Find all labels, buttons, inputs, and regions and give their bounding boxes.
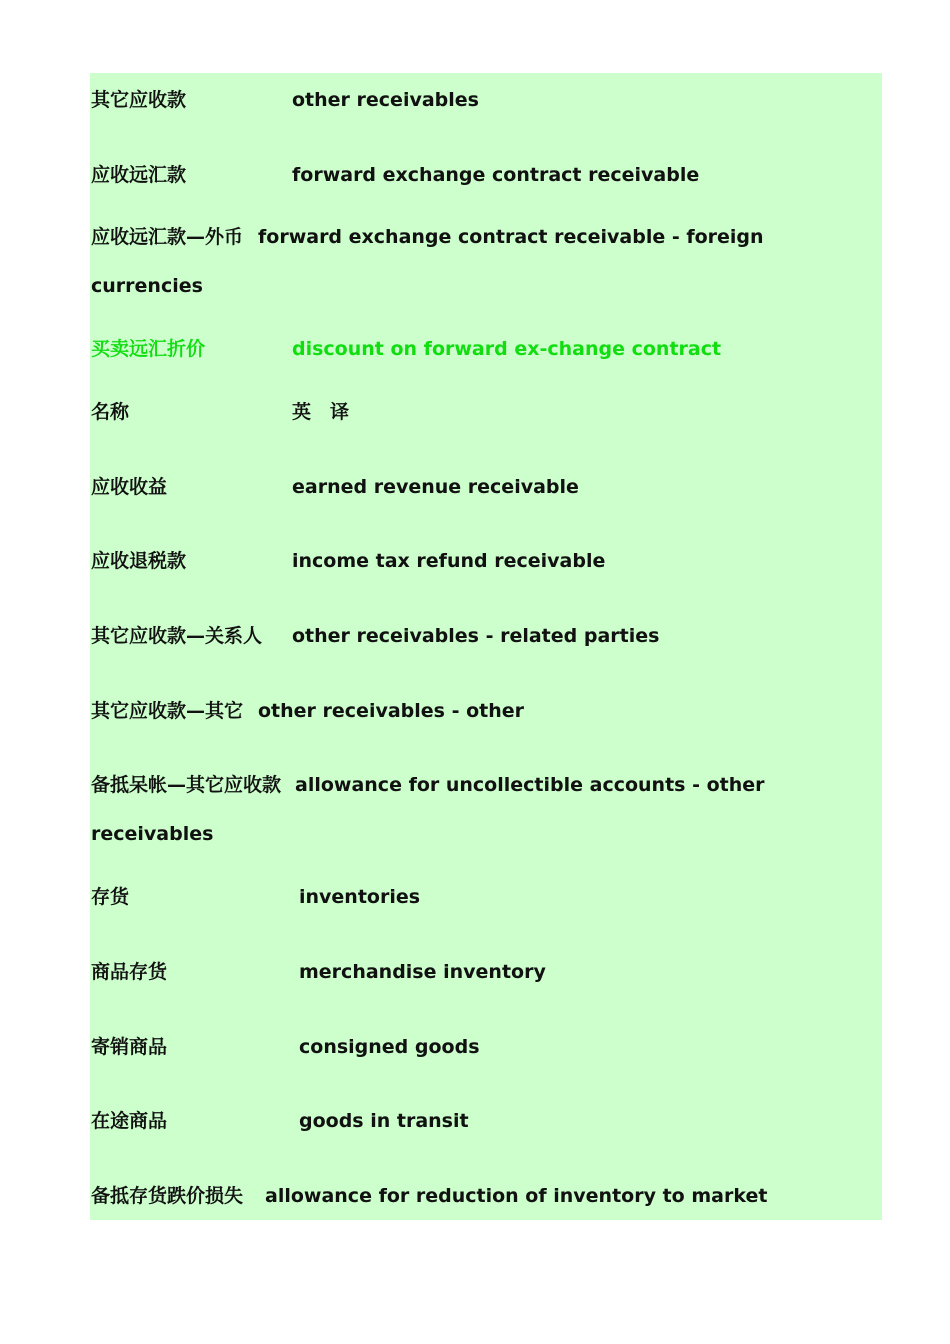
chinese-term: 应收收益: [91, 476, 168, 498]
chinese-term: 其它应收款—其它: [91, 700, 244, 722]
english-term: consigned goods: [299, 1036, 480, 1058]
chinese-term: 应收远汇款: [91, 164, 187, 186]
chinese-term: 商品存货: [91, 961, 168, 983]
chinese-term: 买卖远汇折价: [91, 338, 206, 360]
chinese-term: 寄销商品: [91, 1036, 168, 1058]
english-term: earned revenue receivable: [292, 476, 579, 498]
chinese-term: 备抵呆帐—其它应收款: [91, 774, 282, 796]
english-term: allowance for uncollectible accounts - other: [295, 774, 765, 796]
english-term-continuation: receivables: [91, 823, 214, 845]
english-term-continuation: currencies: [91, 275, 203, 297]
english-term: other receivables: [292, 89, 479, 111]
english-term: inventories: [299, 886, 421, 908]
english-term: other receivables - other: [258, 700, 524, 722]
english-term: merchandise inventory: [299, 961, 546, 983]
chinese-term: 备抵存货跌价损失: [91, 1185, 244, 1207]
chinese-term: 应收远汇款—外币: [91, 226, 244, 248]
name-column-header: 名称: [91, 401, 130, 423]
english-term: other receivables - related parties: [292, 625, 660, 647]
translation-column-header: 英 译: [292, 401, 350, 423]
english-term: income tax refund receivable: [292, 550, 606, 572]
english-term: allowance for reduction of inventory to market: [265, 1185, 768, 1207]
chinese-term: 其它应收款—关系人: [91, 625, 263, 647]
english-term: goods in transit: [299, 1110, 469, 1132]
chinese-term: 应收退税款: [91, 550, 187, 572]
english-term: forward exchange contract receivable: [292, 164, 700, 186]
chinese-term: 存货: [91, 886, 130, 908]
english-term: discount on forward ex-change contract: [292, 338, 722, 360]
chinese-term: 在途商品: [91, 1110, 168, 1132]
chinese-term: 其它应收款: [91, 89, 187, 111]
english-term: forward exchange contract receivable - foreign: [258, 226, 764, 248]
